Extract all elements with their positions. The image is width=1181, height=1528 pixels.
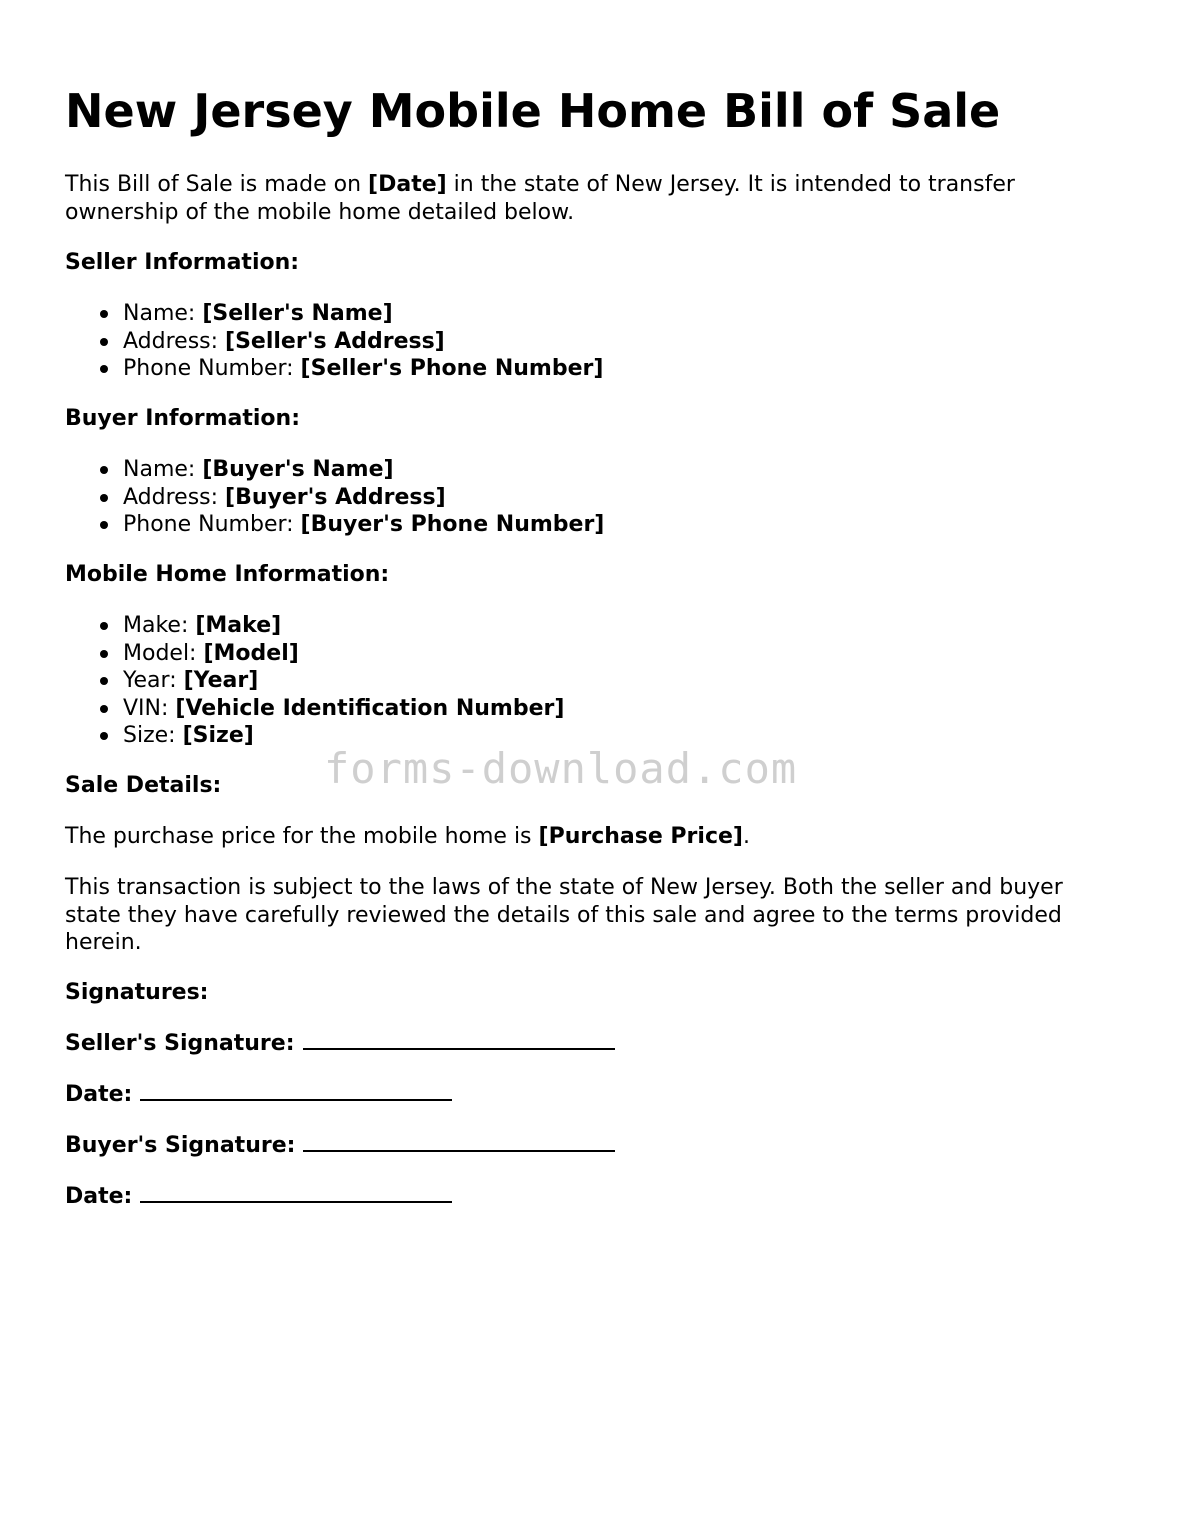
buyer-list — [65, 456, 604, 539]
list-item — [65, 328, 603, 356]
item-value: [Seller's Address] — [225, 328, 445, 354]
list-item — [65, 640, 564, 668]
list-item — [65, 355, 603, 383]
list-item — [65, 695, 564, 723]
item-label: Make: — [123, 613, 196, 638]
seller-date-line[interactable] — [140, 1098, 452, 1101]
item-label: Address: — [123, 328, 226, 354]
buyer-date-label: Date: — [65, 1184, 133, 1209]
price-paragraph — [65, 823, 750, 851]
document-title: New Jersey Mobile Home Bill of Sale — [65, 84, 1001, 138]
item-value: [Model] — [203, 640, 299, 666]
seller-heading: Seller Information: — [65, 250, 300, 275]
list-item — [65, 511, 604, 539]
seller-signature-field[interactable] — [65, 1030, 615, 1058]
price-period: . — [742, 824, 750, 849]
item-label: Name: — [123, 301, 203, 326]
terms-paragraph: This transaction is subject to the laws of the state of New Jersey. Both the seller and buyer state they have carefully reviewed the details of this sale and agree to the terms provided herein. — [65, 875, 1063, 955]
price-placeholder: [Purchase Price] — [538, 824, 743, 849]
buyer-signature-line[interactable] — [303, 1149, 615, 1152]
item-label: Phone Number: — [123, 356, 301, 381]
item-label: Size: — [123, 723, 183, 748]
item-value: [Buyer's Name] — [202, 457, 394, 482]
seller-signature-label: Seller's Signature: — [65, 1031, 295, 1056]
list-item — [65, 612, 564, 640]
item-value: [Vehicle Identification Number] — [175, 695, 565, 721]
item-label: Phone Number: — [123, 512, 301, 537]
list-item — [65, 300, 603, 328]
price-text: The purchase price for the mobile home is — [65, 824, 539, 849]
item-value: [Size] — [182, 723, 254, 748]
signatures-heading: Signatures: — [65, 980, 209, 1005]
item-value: [Buyer's Phone Number] — [300, 512, 605, 537]
watermark: forms-download.com — [324, 744, 798, 793]
item-value: [Buyer's Address] — [225, 484, 446, 510]
list-item — [65, 484, 604, 512]
seller-signature-line[interactable] — [303, 1047, 615, 1050]
item-label: Year: — [123, 668, 184, 693]
buyer-date-field[interactable] — [65, 1183, 452, 1211]
mobile-home-list — [65, 612, 564, 750]
date-placeholder: [Date] — [368, 172, 447, 197]
sale-heading: Sale Details: — [65, 773, 222, 798]
item-label: Name: — [123, 457, 203, 482]
buyer-date-line[interactable] — [140, 1200, 452, 1203]
buyer-signature-field[interactable] — [65, 1132, 615, 1160]
buyer-signature-label: Buyer's Signature: — [65, 1133, 296, 1158]
seller-date-label: Date: — [65, 1082, 133, 1107]
list-item — [65, 456, 604, 484]
item-value: [Year] — [183, 668, 259, 693]
item-label: VIN: — [123, 695, 176, 721]
mobile-home-heading: Mobile Home Information: — [65, 562, 390, 587]
item-label: Model: — [123, 640, 204, 666]
buyer-heading: Buyer Information: — [65, 406, 300, 431]
intro-paragraph — [65, 171, 1115, 226]
item-value: [Make] — [195, 613, 282, 638]
intro-text-end: in the state of New Jersey. It is intended to transfer ownership of the mobile home detailed below. — [65, 172, 1015, 225]
list-item — [65, 667, 564, 695]
item-value: [Seller's Phone Number] — [300, 356, 604, 381]
item-value: [Seller's Name] — [202, 301, 393, 326]
seller-list — [65, 300, 603, 383]
intro-text-start: This Bill of Sale is made on — [65, 172, 369, 197]
seller-date-field[interactable] — [65, 1081, 452, 1109]
item-label: Address: — [123, 484, 226, 510]
